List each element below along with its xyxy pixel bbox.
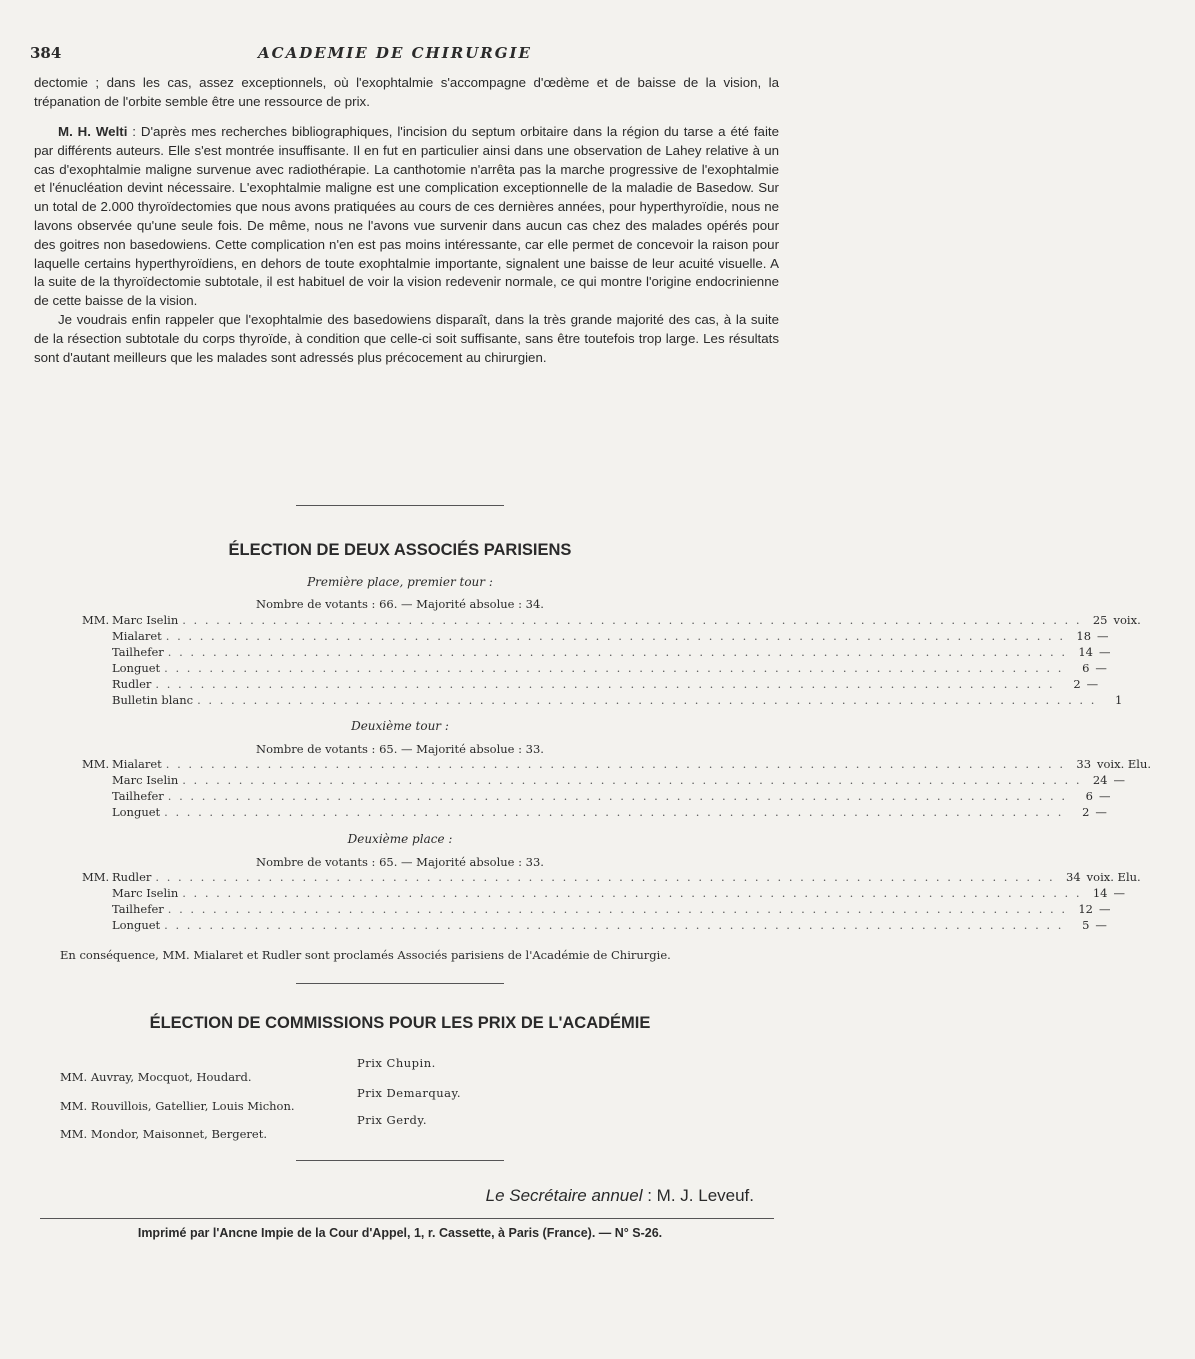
leader-dots: . . . . . . . . . . . . . . . . . . . . . . . . . . . . . . . . . . . . . . . . . . . . . . . . . . . . . . . . . . . . . . . . . . . . . . . . . . . . . . . . xyxy=(182,773,1082,787)
prize-members: MM. Rouvillois, Gatellier, Louis Michon. xyxy=(60,1099,295,1113)
candidate-name: Bulletin blanc xyxy=(112,693,194,707)
prize-name: Prix Chupin. xyxy=(357,1056,436,1070)
vote-row xyxy=(82,902,1111,918)
vote-count: 14 xyxy=(1092,886,1108,900)
vote-label: — xyxy=(1113,773,1125,787)
leader-dots: . . . . . . . . . . . . . . . . . . . . . . . . . . . . . . . . . . . . . . . . . . . . . . . . . . . . . . . . . . . . . . . . . . . . . . . . . . . . . . . . xyxy=(197,693,1097,707)
welti-paragraph-1: M. H. Welti : D'après mes recherches bibliographiques, l'incision du septum orbitaire dans la région du tarse a été faite par différents auteurs. Elle s'est montrée insuffisante. Il en fut en particulier ainsi dans une observation de Lahey relative à un cas d'exophtalmie maligne survenue avec radiothérapie. La canthotomie n'arrêta pas la marche progressive de l'exophtalmie et l'énucléation devint nécessaire. L'exophtalmie maligne est une complication exceptionnelle de la maladie de Basedow. Sur un total de 2.000 thyroïdectomies que nous avons pratiquées au cours de ces dernières années, pour hyperthyroïdie, nous ne lavons observée qu'une seule fois. De même, nous ne l'avons vue survenir dans aucun cas chez des malades opérés pour des goitres non basedowiens. Cette complication n'en est pas moins intéressante, car elle permet de concevoir la raison pour laquelle certains hyperthyroïdiens, en dehors de toute exophtalmie importante, signalent une baisse de leur acuité visuelle. A la suite de la thyroïdectomie subtotale, il est habituel de voir la vision redevenir normale, ce qui montre l'origine endocrinienne de cette baisse de la vision. xyxy=(34,124,779,309)
vote-count: 24 xyxy=(1092,773,1108,787)
vote-row xyxy=(82,805,1107,821)
vote-row xyxy=(82,870,1141,886)
vote-count: 2 xyxy=(1073,677,1081,691)
vote-label: — xyxy=(1095,661,1107,675)
intro-paragraph: dectomie ; dans les cas, assez exceptionnels, où l'exophtalmie s'accompagne d'œdème et de baisse de la vision, la trépanation de l'orbite semble être une ressource de prix. xyxy=(34,75,779,109)
prize-members: MM. Mondor, Maisonnet, Bergeret. xyxy=(60,1127,267,1141)
vote-count: 33 xyxy=(1076,757,1092,771)
prize-name: Prix Gerdy. xyxy=(357,1113,428,1127)
candidate-name: Tailhefer xyxy=(112,902,164,916)
vote-label: — xyxy=(1099,902,1111,916)
vote-row xyxy=(82,661,1107,677)
vote-row xyxy=(82,886,1125,902)
welti-paragraph-2: Je voudrais enfin rappeler que l'exophtalmie des basedowiens disparaît, dans la très grande majorité des cas, à la suite de la résection subtotale du corps thyroïde, à condition que celle-ci soit suffisante, sans être toutefois trop large. Les résultats sont d'autant meilleurs que les malades sont adressés plus précocement au chirurgien. xyxy=(34,311,779,365)
vote-row xyxy=(82,645,1111,661)
election-conclusion: En conséquence, MM. Mialaret et Rudler sont proclamés Associés parisiens de l'Académie de Chirurgie. xyxy=(60,948,671,962)
leader-dots: . . . . . . . . . . . . . . . . . . . . . . . . . . . . . . . . . . . . . . . . . . . . . . . . . . . . . . . . . . . . . . . . . . . . . . . . . . . . . . . . xyxy=(165,757,1066,771)
vote-row xyxy=(82,773,1125,789)
candidate-name: Marc Iselin xyxy=(112,886,179,900)
leader-dots: . . . . . . . . . . . . . . . . . . . . . . . . . . . . . . . . . . . . . . . . . . . . . . . . . . . . . . . . . . . . . . . . . . . . . . . . . . . . . . . . xyxy=(164,805,1064,819)
round-1-meta: Nombre de votants : 66. — Majorité absolue : 34. xyxy=(256,597,544,611)
leader-dots: . . . . . . . . . . . . . . . . . . . . . . . . . . . . . . . . . . . . . . . . . . . . . . . . . . . . . . . . . . . . . . . . . . . . . . . . . . . . . . . . xyxy=(164,661,1064,675)
candidate-name: Longuet xyxy=(112,805,161,819)
vote-count: 2 xyxy=(1082,805,1090,819)
candidate-name: Tailhefer xyxy=(112,789,164,803)
vote-row xyxy=(82,613,1141,629)
section-divider xyxy=(296,983,504,984)
leader-dots: . . . . . . . . . . . . . . . . . . . . . . . . . . . . . . . . . . . . . . . . . . . . . . . . . . . . . . . . . . . . . . . . . . . . . . . . . . . . . . . . xyxy=(182,886,1082,900)
vote-label: — xyxy=(1086,677,1099,691)
leader-dots: . . . . . . . . . . . . . . . . . . . . . . . . . . . . . . . . . . . . . . . . . . . . . . . . . . . . . . . . . . . . . . . . . . . . . . . . . . . . . . . . xyxy=(165,629,1066,643)
vote-row xyxy=(82,629,1109,645)
vote-label: — xyxy=(1113,886,1125,900)
round-3-heading: Deuxième place : xyxy=(347,832,453,846)
prize-name: Prix Demarquay. xyxy=(357,1086,462,1100)
vote-prefix: MM. xyxy=(82,870,110,884)
candidate-name: Marc Iselin xyxy=(112,773,179,787)
speaker-name: M. H. Welti xyxy=(58,124,128,139)
vote-label: — xyxy=(1099,789,1111,803)
vote-count: 6 xyxy=(1082,661,1090,675)
intro-text xyxy=(34,74,779,112)
candidate-name: Longuet xyxy=(112,661,161,675)
prize-members: MM. Auvray, Mocquot, Houdard. xyxy=(60,1070,252,1084)
page-header xyxy=(30,44,760,66)
leader-dots: . . . . . . . . . . . . . . . . . . . . . . . . . . . . . . . . . . . . . . . . . . . . . . . . . . . . . . . . . . . . . . . . . . . . . . . . . . . . . . . . xyxy=(155,870,1055,884)
vote-label: — xyxy=(1095,918,1107,932)
vote-count: 6 xyxy=(1085,789,1093,803)
vote-row xyxy=(82,757,1152,773)
vote-label: — xyxy=(1095,805,1107,819)
vote-label: voix. Elu. xyxy=(1097,757,1152,771)
section-divider xyxy=(296,505,504,506)
vote-label: voix. Elu. xyxy=(1086,870,1141,884)
vote-row xyxy=(82,677,1099,693)
leader-dots: . . . . . . . . . . . . . . . . . . . . . . . . . . . . . . . . . . . . . . . . . . . . . . . . . . . . . . . . . . . . . . . . . . . . . . . . . . . . . . . . xyxy=(182,613,1082,627)
leader-dots: . . . . . . . . . . . . . . . . . . . . . . . . . . . . . . . . . . . . . . . . . . . . . . . . . . . . . . . . . . . . . . . . . . . . . . . . . . . . . . . . xyxy=(167,902,1067,916)
leader-dots: . . . . . . . . . . . . . . . . . . . . . . . . . . . . . . . . . . . . . . . . . . . . . . . . . . . . . . . . . . . . . . . . . . . . . . . . . . . . . . . . xyxy=(164,918,1064,932)
round-2-meta: Nombre de votants : 65. — Majorité absolue : 33. xyxy=(256,742,544,756)
round-3-meta: Nombre de votants : 65. — Majorité absolue : 33. xyxy=(256,855,544,869)
candidate-name: Tailhefer xyxy=(112,645,164,659)
signature xyxy=(486,1186,754,1206)
printer-footer: Imprimé par l'Ancne Impie de la Cour d'Appel, 1, r. Cassette, à Paris (France). — N° S-26. xyxy=(137,1226,663,1240)
vote-label: — xyxy=(1097,629,1109,643)
vote-row xyxy=(82,693,1123,709)
signature-role: Le Secrétaire annuel xyxy=(485,1186,643,1205)
candidate-name: Rudler xyxy=(112,870,152,884)
vote-count: 14 xyxy=(1078,645,1093,659)
leader-dots: . . . . . . . . . . . . . . . . . . . . . . . . . . . . . . . . . . . . . . . . . . . . . . . . . . . . . . . . . . . . . . . . . . . . . . . . . . . . . . . . xyxy=(167,789,1067,803)
vote-count: 18 xyxy=(1076,629,1092,643)
vote-count: 12 xyxy=(1078,902,1093,916)
round-1-heading: Première place, premier tour : xyxy=(307,575,493,589)
section-divider xyxy=(296,1160,504,1161)
round-2-heading: Deuxième tour : xyxy=(351,719,449,733)
vote-prefix: MM. xyxy=(82,757,110,771)
leader-dots: . . . . . . . . . . . . . . . . . . . . . . . . . . . . . . . . . . . . . . . . . . . . . . . . . . . . . . . . . . . . . . . . . . . . . . . . . . . . . . . . xyxy=(155,677,1055,691)
vote-row xyxy=(82,918,1107,934)
leader-dots: . . . . . . . . . . . . . . . . . . . . . . . . . . . . . . . . . . . . . . . . . . . . . . . . . . . . . . . . . . . . . . . . . . . . . . . . . . . . . . . . xyxy=(167,645,1067,659)
footer-rule xyxy=(40,1218,774,1219)
vote-count: 25 xyxy=(1092,613,1108,627)
candidate-name: Rudler xyxy=(112,677,152,691)
signature-name: : M. J. Leveuf. xyxy=(647,1186,754,1205)
vote-label: — xyxy=(1099,645,1111,659)
candidate-name: Longuet xyxy=(112,918,161,932)
candidate-name: Marc Iselin xyxy=(112,613,179,627)
vote-row xyxy=(82,789,1111,805)
welti-paragraph-1-text: D'après mes recherches bibliographiques, l'incision du septum orbitaire dans la région du tarse a été faite par différents auteurs. Elle s'est montrée insuffisante. Il en fut en particulier ainsi dans une observation de Lahey relative à un cas d'exophtalmie maligne survenue avec radiothérapie. La canthotomie n'arrêta pas la marche progressive de l'exophtalmie et l'énucléation devint nécessaire. L'exophtalmie maligne est une complication exceptionnelle de la maladie de Basedow. Sur un total de 2.000 thyroïdectomies que nous avons pratiquées au cours de ces dernières années, pour hyperthyroïdie, nous ne lavons observée qu'une seule fois. De même, nous ne l'avons vue survenir dans aucun cas chez des malades opérés pour des goitres non basedowiens. Cette complication n'en est pas moins intéressante, car elle permet de concevoir la raison pour laquelle certains hyperthyroïdiens, en dehors de toute exophtalmie importante, signalent une baisse de leur acuité visuelle. A la suite de la thyroïdectomie subtotale, il est habituel de voir la vision redevenir normale, ce qui montre l'origine endocrinienne de cette baisse de la vision. xyxy=(34,124,779,309)
welti-text xyxy=(34,123,779,367)
running-title: ACADEMIE DE CHIRURGIE xyxy=(258,44,532,62)
section-title-commissions: ÉLECTION DE COMMISSIONS POUR LES PRIX DE L'ACADÉMIE xyxy=(149,1014,651,1032)
vote-count: 34 xyxy=(1066,870,1081,884)
candidate-name: Mialaret xyxy=(112,757,162,771)
vote-count: 5 xyxy=(1082,918,1090,932)
vote-label: voix. xyxy=(1113,613,1141,627)
section-title-associates: ÉLECTION DE DEUX ASSOCIÉS PARISIENS xyxy=(228,541,572,559)
vote-prefix: MM. xyxy=(82,613,110,627)
page-number: 384 xyxy=(30,44,62,62)
candidate-name: Mialaret xyxy=(112,629,162,643)
vote-count: 1 xyxy=(1115,693,1123,707)
